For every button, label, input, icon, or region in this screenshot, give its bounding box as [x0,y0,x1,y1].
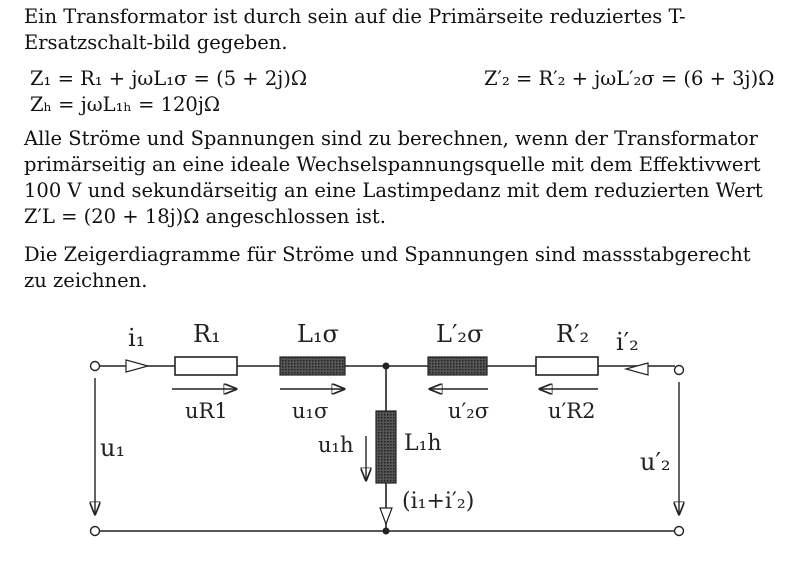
terminal-top-right [675,366,684,375]
label-i1: i₁ [128,324,146,352]
inductor-l1sigma [280,357,345,375]
paragraph-1: Ein Transformator ist durch sein auf die Primärseite reduziertes T-Ersatzschalt-bild gegeben. [24,5,686,54]
label-i2-prime: i′₂ [616,328,639,356]
junction-top [383,363,390,370]
label-u1h: u₁h [318,433,354,457]
resistor-r1 [175,357,237,375]
inductor-l2sigma-prime [428,357,487,375]
label-ur2-prime: u′R2 [548,399,596,423]
label-u2-prime: u′₂ [640,448,671,476]
formula-z2-prime: Z′₂ = R′₂ + jωL′₂σ = (6 + 3j)Ω [484,67,775,90]
terminal-bottom-left [91,527,100,536]
label-ur1: uR1 [185,399,228,423]
terminal-top-left [91,362,100,371]
terminal-bottom-right [675,527,684,536]
inductor-l1h [376,411,396,483]
label-l1sigma: L₁σ [297,320,339,348]
formula-zh: Zₕ = jωL₁ₕ = 120jΩ [30,93,221,116]
label-u1: u₁ [100,434,126,462]
arrow-i2-prime [626,363,648,375]
label-l1h: L₁h [404,431,442,456]
paragraph-3: Die Zeigerdiagramme für Ströme und Spannungen sind massstabgerecht zu zeichnen. [24,243,751,292]
label-u2sigma-prime: u′₂σ [448,399,490,423]
junction-bottom [383,528,390,535]
label-ih: (i₁+i′₂) [402,489,475,514]
paragraph-2: Alle Ströme und Spannungen sind zu berechnen, wenn der Transformator primärseitig an eine ideale Wechselspannungsquelle mit dem Effektivwert 100 V und sekundärseitig an eine Lastimpedanz mit dem reduzierten Wert Z′L = (20 + 18j)Ω angeschlossen ist. [24,127,763,228]
label-u1sigma: u₁σ [292,399,329,423]
label-l2sigma-prime: L′₂σ [436,320,484,348]
arrow-i1 [126,360,148,372]
resistor-r2-prime [536,357,598,375]
arrow-ih [380,508,392,524]
label-r2-prime: R′₂ [556,320,590,348]
label-r1: R₁ [193,320,221,348]
formula-z1: Z₁ = R₁ + jωL₁σ = (5 + 2j)Ω [30,67,308,90]
